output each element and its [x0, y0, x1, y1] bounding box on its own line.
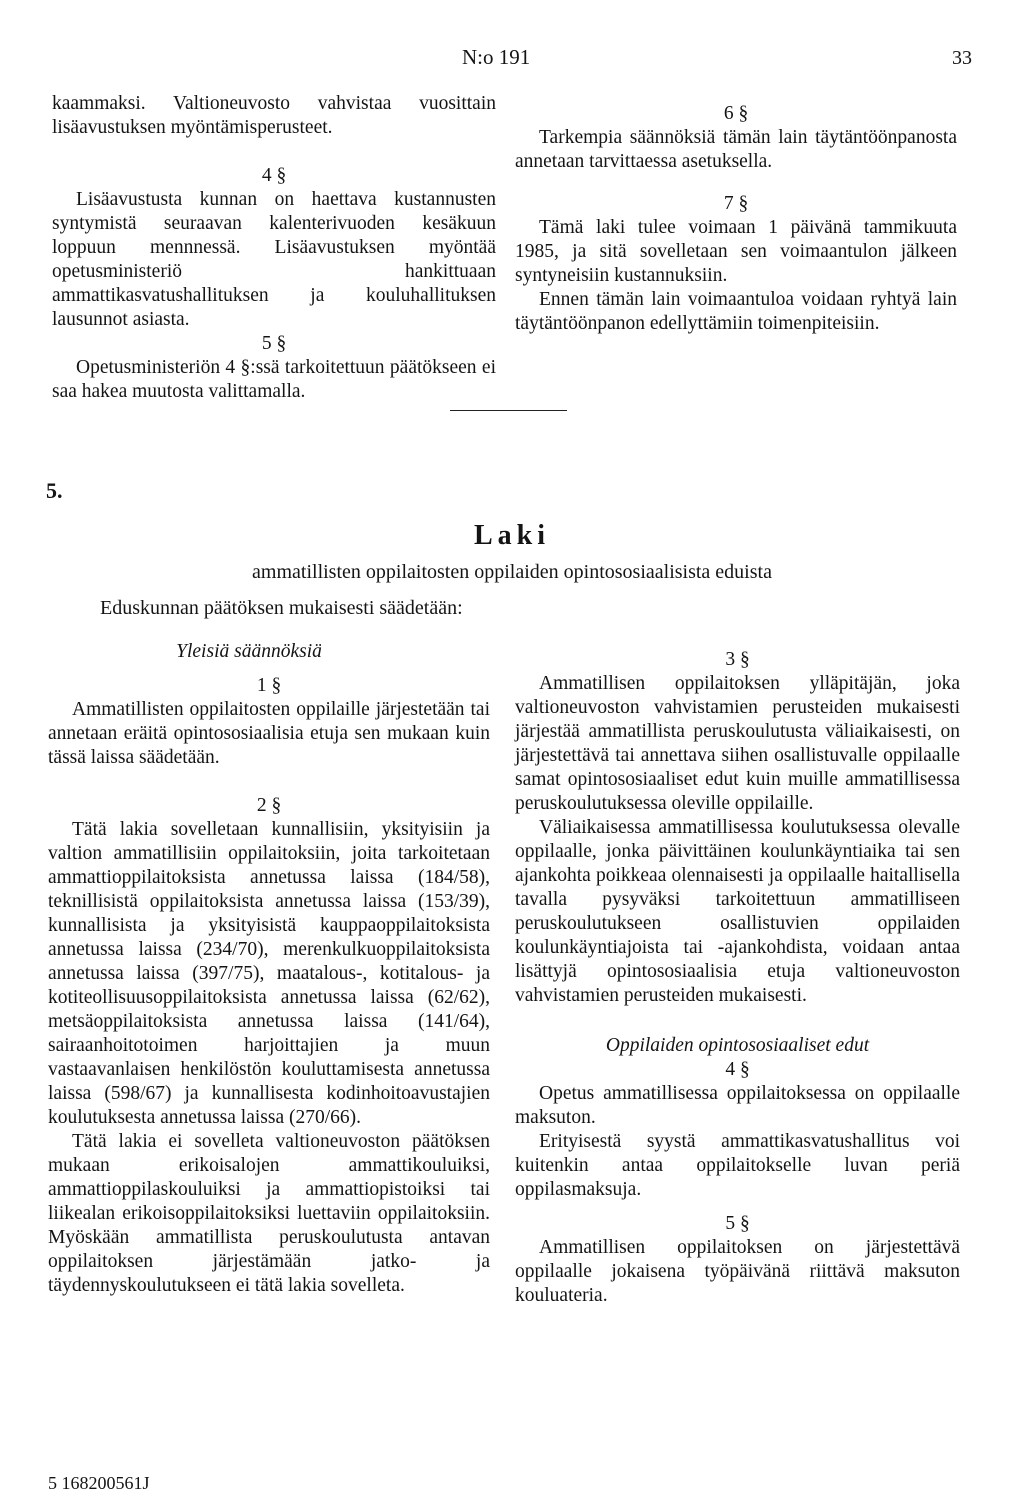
paragraph: Tätä lakia sovelletaan kunnallisiin, yksityisiin ja valtion ammatillisiin oppilaitoksiin, joita tarkoitetaan ammattioppilaitoksista annetussa laissa (184/58), teknillisistä oppilaitoksista annetussa laissa (153/39), kunnallisista ja yksityisistä kauppaoppilaitoksista annetussa laissa (234/70), merenkulkuoppilaitoksista annetussa laissa (397/75), maatalous-, kotitalous- ja kotiteollisuusoppilaitoksista annetussa laissa (62/62), metsäoppilaitoksista annetussa laissa (141/64), sairaanhoitotoimen harjoittajien ja muun vastaavanlaisen henkilöstön kouluttamisesta annetussa laissa (598/67) ja kunnallisesta kodinhoitoavustajien koulutuksesta annetussa laissa (270/66). — [48, 819, 490, 1128]
bottom-left-column — [48, 640, 490, 1298]
law-number: 5. — [46, 478, 63, 503]
section-heading: 4 § — [261, 165, 287, 186]
section-heading: 4 § — [725, 1059, 750, 1080]
paragraph: Tämä laki tulee voimaan 1 päivänä tammikuuta 1985, ja sitä sovelletaan sen voimaantulon jälkeen syntyneisiin kustannuksiin. — [515, 217, 957, 286]
law-title: Laki — [473, 520, 551, 551]
paragraph: kaammaksi. Valtioneuvosto vahvistaa vuosittain lisäavustuksen myöntämisperusteet. — [52, 93, 496, 138]
separator-rule — [450, 410, 567, 411]
section-heading: 5 § — [261, 333, 287, 354]
section-heading: 5 § — [725, 1213, 750, 1234]
document-code: 5 168200561J — [48, 1473, 150, 1493]
section-heading: 3 § — [725, 649, 750, 670]
paragraph: Väliaikaisessa ammatillisessa koulutuksessa olevalle oppilaalle, jonka päivittäinen koulunkäyntiaika tai sen ajankohta poikkeaa olennaisesti ja oppilaalle haitallisella tavalla pysyväksi tarkoitettuun ammatilliseen peruskoulutukseen osallistuvien oppilaiden koulunkäyntiajoista tai -ajankohdista, voidaan antaa lisättyjä opintososiaalisia etuja valtioneuvoston vahvistamien perusteiden mukaisesti. — [515, 817, 960, 1006]
paragraph: Opetus ammatillisessa oppilaitoksessa on oppilaalle maksuton. — [515, 1083, 960, 1128]
law-subtitle: ammatillisten oppilaitosten oppilaiden opintososiaalisista eduista — [252, 561, 772, 583]
top-right-column — [515, 100, 957, 336]
paragraph: Opetusministeriön 4 §:ssä tarkoitettuun päätökseen ei saa hakea muutosta valittamalla. — [52, 357, 496, 402]
top-left-column — [52, 92, 496, 404]
paragraph: Erityisestä syystä ammattikasvatushallitus voi kuitenkin antaa oppilaitokselle luvan periä oppilasmaksuja. — [515, 1131, 960, 1200]
section-heading: 6 § — [723, 103, 749, 124]
paragraph: Tarkempia säännöksiä tämän lain täytäntöönpanosta annetaan tarvittaessa asetuksella. — [515, 127, 957, 172]
bottom-right-column — [515, 648, 960, 1308]
section-heading: 1 § — [256, 675, 282, 696]
enactment-clause: Eduskunnan päätöksen mukaisesti säädetään: — [100, 597, 463, 619]
paragraph: Ammatillisen oppilaitoksen ylläpitäjän, joka valtioneuvoston vahvistamien perusteiden mukaisesti järjestää ammatillista peruskoulutusta väliaikaisesti, on järjestettävä tai annettava siihen osallistuvalle oppilaalle samat opintososiaaliset edut kuin muille ammatillisessa peruskoulutuksessa oleville oppilaille. — [515, 673, 960, 814]
chapter-heading: Yleisiä säännöksiä — [176, 641, 322, 662]
section-heading: 2 § — [256, 795, 282, 816]
paragraph: Ammatillisen oppilaitoksen on järjestettävä oppilaalle jokaisena työpäivänä riittävä maksuton kouluateria. — [515, 1237, 960, 1306]
journal-number: N:o 191 — [462, 45, 531, 69]
page-number: 33 — [952, 47, 972, 69]
paragraph: Ammatillisten oppilaitosten oppilaille järjestetään tai annetaan eräitä opintososiaalisia etuja sen mukaan kuin tässä laissa säädetään. — [48, 699, 490, 768]
section-heading: 7 § — [723, 193, 749, 214]
paragraph: Tätä lakia ei sovelleta valtioneuvoston päätöksen mukaan erikoisalojen ammattikouluiksi, ammattioppilaskouluiksi ja ammattiopistoiksi tai liikealan erikoisoppilaitoksiksi luettaviin oppilaitoksiin. Myöskään ammatillista peruskoulutusta antavan oppilaitoksen järjestämään jatko- ja täydennyskoulutukseen ei tätä lakia sovelleta. — [48, 1131, 490, 1296]
chapter-heading: Oppilaiden opintososiaaliset edut — [605, 1035, 870, 1056]
paragraph: Ennen tämän lain voimaantuloa voidaan ryhtyä lain täytäntöönpanon edellyttämiin toimenpiteisiin. — [515, 289, 957, 334]
paragraph: Lisäavustusta kunnan on haettava kustannusten syntymistä seuraavan kalenterivuoden kesäkuun loppuun mennnessä. Lisäavustuksen myöntää opetusministeriö hankittuaan ammattikasvatushallituksen ja kouluhallituksen lausunnot asiasta. — [52, 189, 496, 330]
